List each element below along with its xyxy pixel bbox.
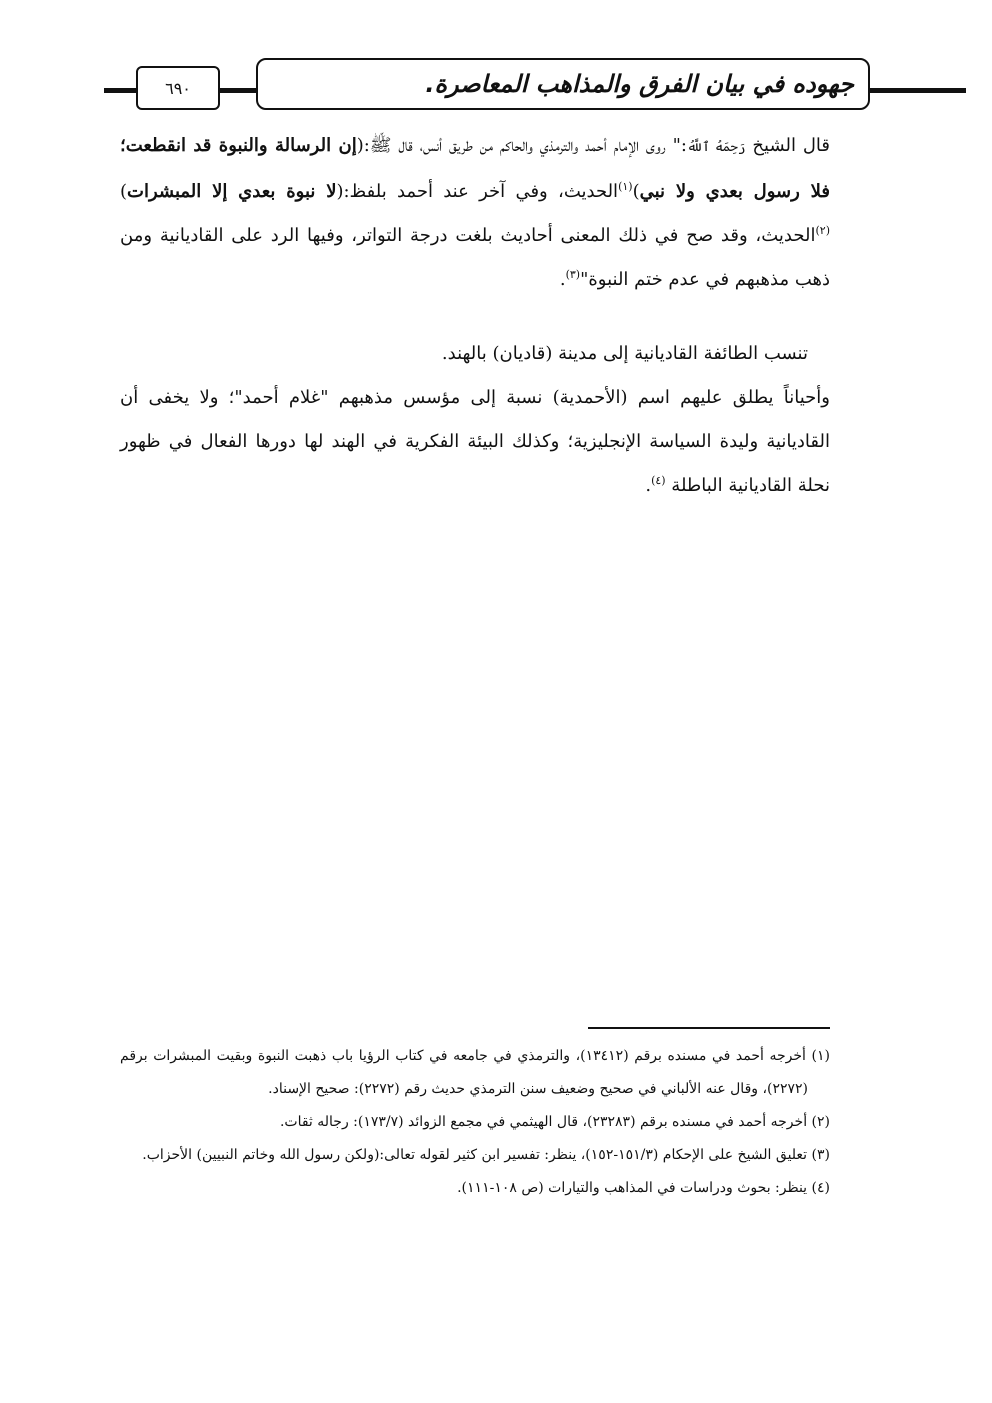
footnote-separator [588, 1027, 830, 1029]
text-run: قال الشيخ [745, 135, 831, 156]
honorific-glyph: رَحِمَهُ ٱللَّهُ [686, 140, 746, 155]
footnote-ref-4[interactable]: (٤) [651, 474, 666, 487]
hadith-quote-bold: إن الرسالة والنبوة قد انقطعت؛ فلا رسول بعدي ولا نبي [120, 135, 830, 202]
footnote-3: (٣) تعليق الشيخ على الإحكام (١٥١/٣-١٥٢)، ينظر: تفسير ابن كثير لقوله تعالى:(ولكن رسول الله وخاتم النبيين) الأحزاب. [142, 1147, 830, 1163]
footnote-ref-1[interactable]: (١) [618, 180, 633, 193]
footnote-ref-3[interactable]: (٣) [565, 268, 581, 281]
text-run: . [645, 475, 652, 496]
running-header-title: جهوده في بيان الفرق والمذاهب المعاصرة. [425, 70, 854, 98]
footnotes [120, 1040, 830, 1205]
running-header-box [256, 58, 870, 110]
footnote-ref-2[interactable]: (٢) [815, 224, 830, 237]
hadith-quote-bold: لا نبوة بعدي إلا المبشرات [127, 181, 337, 202]
footnote-2: (٢) أخرجه أحمد في مسنده برقم (٢٣٢٨٣)، قال الهيثمي في مجمع الزوائد (١٧٣/٧): رجاله ثقات. [279, 1114, 830, 1130]
text-run: :( [356, 135, 370, 156]
page-number: ٦٩٠ [165, 78, 191, 98]
page-number-box [136, 66, 220, 110]
footnote-4: (٤) ينظر: بحوث ودراسات في المذاهب والتيارات (ص ١٠٨-١١١). [457, 1180, 830, 1196]
paragraph-origin: تنسب الطائفة القاديانية إلى مدينة (قاديان) بالهند. [441, 343, 808, 364]
text-run: ) [632, 181, 640, 202]
text-run: :" روى الإمام أحمد والترمذي والحاكم من طريق أنس، قال [391, 135, 687, 156]
footnote-1: (١) أخرجه أحمد في مسنده برقم (١٣٤١٢)، والترمذي في جامعه في كتاب الرؤيا باب ذهبت النبوة وبقيت المبشرات برقم (٢٢٧٢)، وقال عنه الألباني في صحيح وضعيف سنن الترمذي حديث رقم (٢٢٧٢): صحيح الإسناد. [120, 1048, 831, 1097]
paragraph-quote [120, 124, 830, 302]
text-run: الحديث، وقد صح في ذلك المعنى أحاديث بلغت درجة التواتر، وفيها الرد على القاديانية ومن ذهب مذهبهم في عدم ختم النبوة" [120, 225, 830, 290]
text-run: الحديث، وفي آخر عند أحمد بلفظ:( [336, 181, 619, 202]
text-run: . [559, 269, 566, 290]
text-run: ) [120, 181, 128, 202]
paragraph-ahmadiyya [120, 376, 830, 508]
salawat-glyph: ﷺ [369, 135, 392, 156]
text-run: وأحياناً يطلق عليهم اسم (الأحمدية) نسبة إلى مؤسس مذهبهم "غلام أحمد"؛ ولا يخفى أن القاديانية وليدة السياسة الإنجليزية؛ وكذلك البيئة الفكرية في الهند لها دورها الفعال في ظهور نحلة القاديانية الباطلة [120, 387, 830, 496]
